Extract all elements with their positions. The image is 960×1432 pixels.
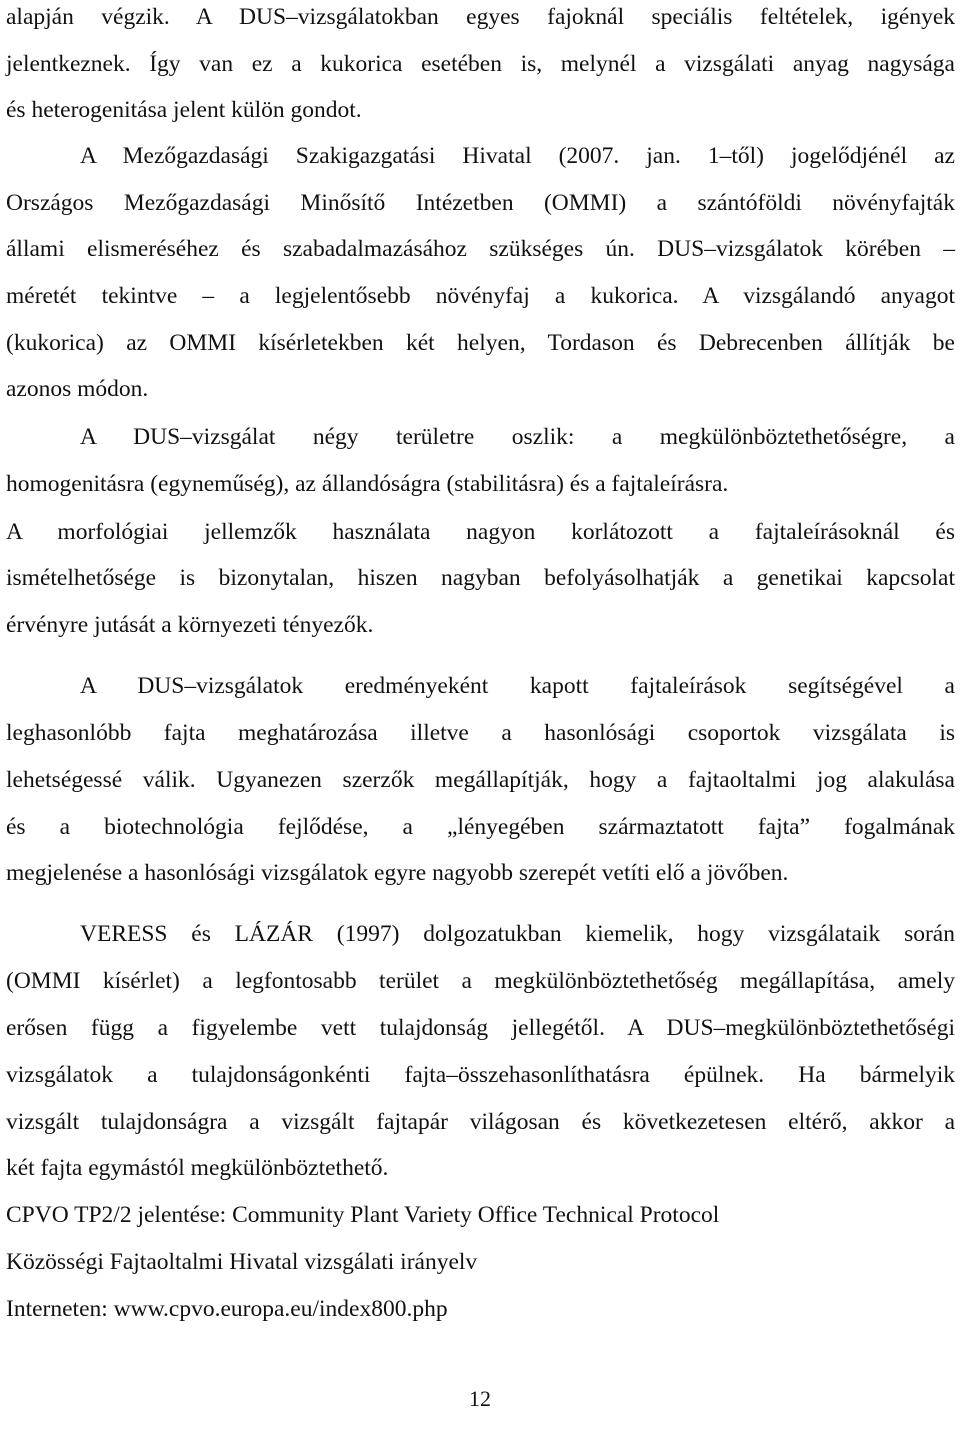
text-line: (kukorica) az OMMI kísérletekben két helyen, Tordason és Debrecenben állítják be (6, 330, 955, 356)
text-line: A DUS–vizsgálatok eredményeként kapott fajtaleírások segítségével a (80, 673, 955, 699)
text-line: CPVO TP2/2 jelentése: Community Plant Variety Office Technical Protocol (6, 1202, 720, 1228)
text-line: jelentkeznek. Így van ez a kukorica esetében is, melynél a vizsgálati anyag nagysága (6, 51, 955, 77)
text-line: (OMMI kísérlet) a legfontosabb terület a megkülönböztethetőség megállapítása, amely (6, 968, 955, 994)
text-line: A DUS–vizsgálat négy területre oszlik: a megkülönböztethetőségre, a (80, 424, 955, 450)
text-line: két fajta egymástól megkülönböztethető. (6, 1155, 389, 1181)
text-line: erősen függ a figyelembe vett tulajdonság jellegétől. A DUS–megkülönböztethetőségi (6, 1015, 955, 1041)
text-line: Országos Mezőgazdasági Minősítő Intézetben (OMMI) a szántóföldi növényfajták (6, 190, 955, 216)
text-line: vizsgálatok a tulajdonságonkénti fajta–összehasonlíthatásra épülnek. Ha bármelyik (6, 1062, 955, 1088)
text-line: vizsgált tulajdonságra a vizsgált fajtapár világosan és következetesen eltérő, akkor a (6, 1109, 955, 1135)
page-number: 12 (469, 1386, 491, 1411)
text-line: és a biotechnológia fejlődése, a „lényegében származtatott fajta” fogalmának (6, 814, 955, 840)
text-line: Közösségi Fajtaoltalmi Hivatal vizsgálati irányelv (6, 1249, 478, 1275)
text-line: A morfológiai jellemzők használata nagyon korlátozott a fajtaleírásoknál és (6, 519, 955, 545)
text-line: azonos módon. (6, 376, 149, 402)
text-line: megjelenése a hasonlósági vizsgálatok egyre nagyobb szerepét vetíti elő a jövőben. (6, 860, 789, 886)
text-line: A Mezőgazdasági Szakigazgatási Hivatal (2007. jan. 1–től) jogelődjénél az (80, 143, 955, 169)
text-line: homogenitásra (egyneműség), az állandóságra (stabilitásra) és a fajtaleírásra. (6, 471, 729, 497)
text-line: és heterogenitása jelent külön gondot. (6, 97, 362, 123)
text-line: érvényre jutását a környezeti tényezők. (6, 612, 374, 638)
text-line: leghasonlóbb fajta meghatározása illetve a hasonlósági csoportok vizsgálata is (6, 720, 955, 746)
text-line: VERESS és LÁZÁR (1997) dolgozatukban kiemelik, hogy vizsgálataik során (80, 921, 955, 947)
text-line: állami elismeréséhez és szabadalmazásához szükséges ún. DUS–vizsgálatok körében – (6, 236, 955, 262)
text-line: alapján végzik. A DUS–vizsgálatokban egyes fajoknál speciális feltételek, igények (6, 4, 955, 30)
text-line: lehetségessé válik. Ugyanezen szerzők megállapítják, hogy a fajtaoltalmi jog alakulása (6, 767, 955, 793)
text-line: Interneten: www.cpvo.europa.eu/index800.php (6, 1296, 448, 1322)
text-line: ismételhetősége is bizonytalan, hiszen nagyban befolyásolhatják a genetikai kapcsolat (6, 565, 955, 591)
text-line: méretét tekintve – a legjelentősebb növényfaj a kukorica. A vizsgálandó anyagot (6, 283, 955, 309)
